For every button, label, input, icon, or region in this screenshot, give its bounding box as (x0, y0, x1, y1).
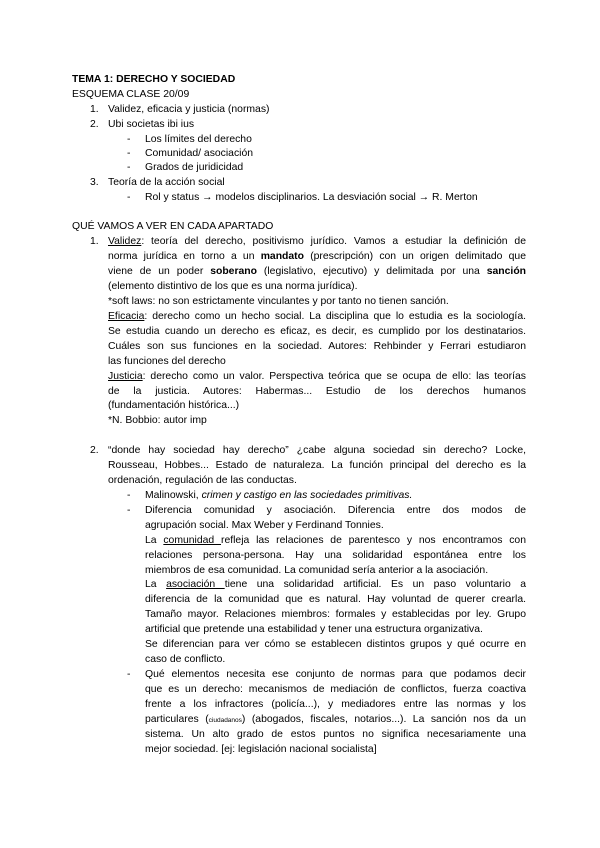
bullet-line: miembros de esa comunidad. La comunidad sería anterior a la asociación. (145, 565, 489, 576)
paragraph-line: de la justicia. Autores: Habermas... Estudio de los derechos humanos (108, 386, 526, 397)
bullet-line: sistema. Un alto grado de estos puntos no significa necesariamente una (145, 729, 526, 740)
bullet-line: agrupación social. Max Weber y Ferdinand Tonnies. (145, 520, 384, 531)
bullet-line: que es un derecho: mecanismos de mediación de conflictos, fuerza coactiva (145, 684, 526, 695)
bullet-line: mejor sociedad. [ej: legislación nacional socialista] (145, 744, 377, 755)
paragraph-line: Rousseau, Hobbes... Estado de naturaleza. La función principal del derecho es la (108, 460, 526, 471)
document-title: TEMA 1: DERECHO Y SOCIEDAD (72, 74, 236, 85)
paragraph-line: (fundamentación histórica...) (108, 400, 240, 411)
bullet-line: Qué elementos necesita ese conjunto de normas para que podamos decir (145, 669, 526, 680)
dash-bullet: - (127, 669, 131, 680)
dash-bullet: - (127, 162, 131, 173)
bullet-line: caso de conflicto. (145, 654, 226, 665)
dash-bullet: - (127, 490, 131, 501)
outline-subitem: Los límites del derecho (145, 134, 252, 145)
bullet-line: Diferencia comunidad y asociación. Diferencia entre dos modos de (145, 505, 526, 516)
dash-bullet: - (127, 505, 131, 516)
bullet-line: Se diferencian para ver cómo se establecen distintos grupos y qué ocurre en (145, 639, 526, 650)
bullet-line: relaciones persona-persona. Hay una solidaridad espontánea entre los (145, 550, 526, 561)
paragraph-line: Justicia: derecho como un valor. Perspectiva teórica que se ocupa de ello: las teorías (108, 371, 526, 382)
outline-subitem: Comunidad/ asociación (145, 148, 254, 159)
paragraph-line: Cuáles son sus funciones en la sociedad. Autores: Rehbinder y Ferrari estudiaron (108, 341, 526, 352)
paragraph-line: *N. Bobbio: autor imp (108, 415, 207, 426)
outline-subitem: Rol y status → modelos disciplinarios. La desviación social → R. Merton (145, 192, 478, 203)
paragraph-line: “donde hay sociedad hay derecho” ¿cabe alguna sociedad sin derecho? Locke, (108, 445, 526, 456)
section-heading: QUÉ VAMOS A VER EN CADA APARTADO (72, 221, 274, 232)
paragraph-line: *soft laws: no son estrictamente vinculantes y por tanto no tienen sanción. (108, 296, 449, 307)
outline-item: Validez, eficacia y justicia (normas) (108, 104, 270, 115)
outline-number: 2. (90, 119, 99, 130)
outline-item: Teoría de la acción social (108, 177, 225, 188)
dash-bullet: - (127, 148, 131, 159)
paragraph-line: norma jurídica en torno a un mandato (prescripción) con un origen delimitado que (108, 251, 526, 262)
bullet-line: La comunidad refleja las relaciones de parentesco y nos encontramos con (145, 535, 526, 546)
bullet-line: artificial que pretende una estabilidad y tener una estructura organizativa. (145, 624, 483, 635)
paragraph-line: (elemento distintivo de los que es una norma jurídica). (108, 281, 358, 292)
outline-item: Ubi societas ibi ius (108, 119, 195, 130)
bullet-line: frente a los infractores (policía...), y mediadores entre las normas y los (145, 699, 526, 710)
bullet-line: La asociación tiene una solidaridad artificial. Es un paso voluntario a (145, 579, 527, 590)
paragraph-line: ordenación, regulación de las conductas. (108, 475, 297, 486)
paragraph-line: las funciones del derecho (108, 356, 226, 367)
paragraph-line: Validez: teoría del derecho, positivismo jurídico. Vamos a estudiar la definición de (108, 236, 526, 247)
list-number: 2. (90, 445, 99, 456)
outline-number: 1. (90, 104, 99, 115)
bullet-line: Tamaño mayor. Relaciones miembros: formales y establecidas por ley. Grupo (145, 609, 526, 620)
class-outline-heading: ESQUEMA CLASE 20/09 (72, 89, 190, 100)
bullet-line: Malinowski, crimen y castigo en las sociedades primitivas. (145, 490, 413, 501)
outline-number: 3. (90, 177, 99, 188)
paragraph-line: viene de un poder soberano (legislativo, ejecutivo) y delimitada por una sanción (108, 266, 527, 277)
bullet-line: particulares (ciudadanos) (abogados, fiscales, notarios...). La sanción nos da un (145, 714, 526, 725)
bullet-line: diferencia de la comunidad que es natural. Hay voluntad de querer crearla. (145, 594, 526, 605)
list-number: 1. (90, 236, 99, 247)
dash-bullet: - (127, 134, 131, 145)
paragraph-line: Eficacia: derecho como un hecho social. La disciplina que lo estudia es la sociología. (108, 311, 526, 322)
dash-bullet: - (127, 192, 131, 203)
outline-subitem: Grados de juridicidad (145, 162, 244, 173)
paragraph-line: Se estudia cuando un derecho es eficaz, es decir, es cumplido por los destinatarios. (108, 326, 526, 337)
